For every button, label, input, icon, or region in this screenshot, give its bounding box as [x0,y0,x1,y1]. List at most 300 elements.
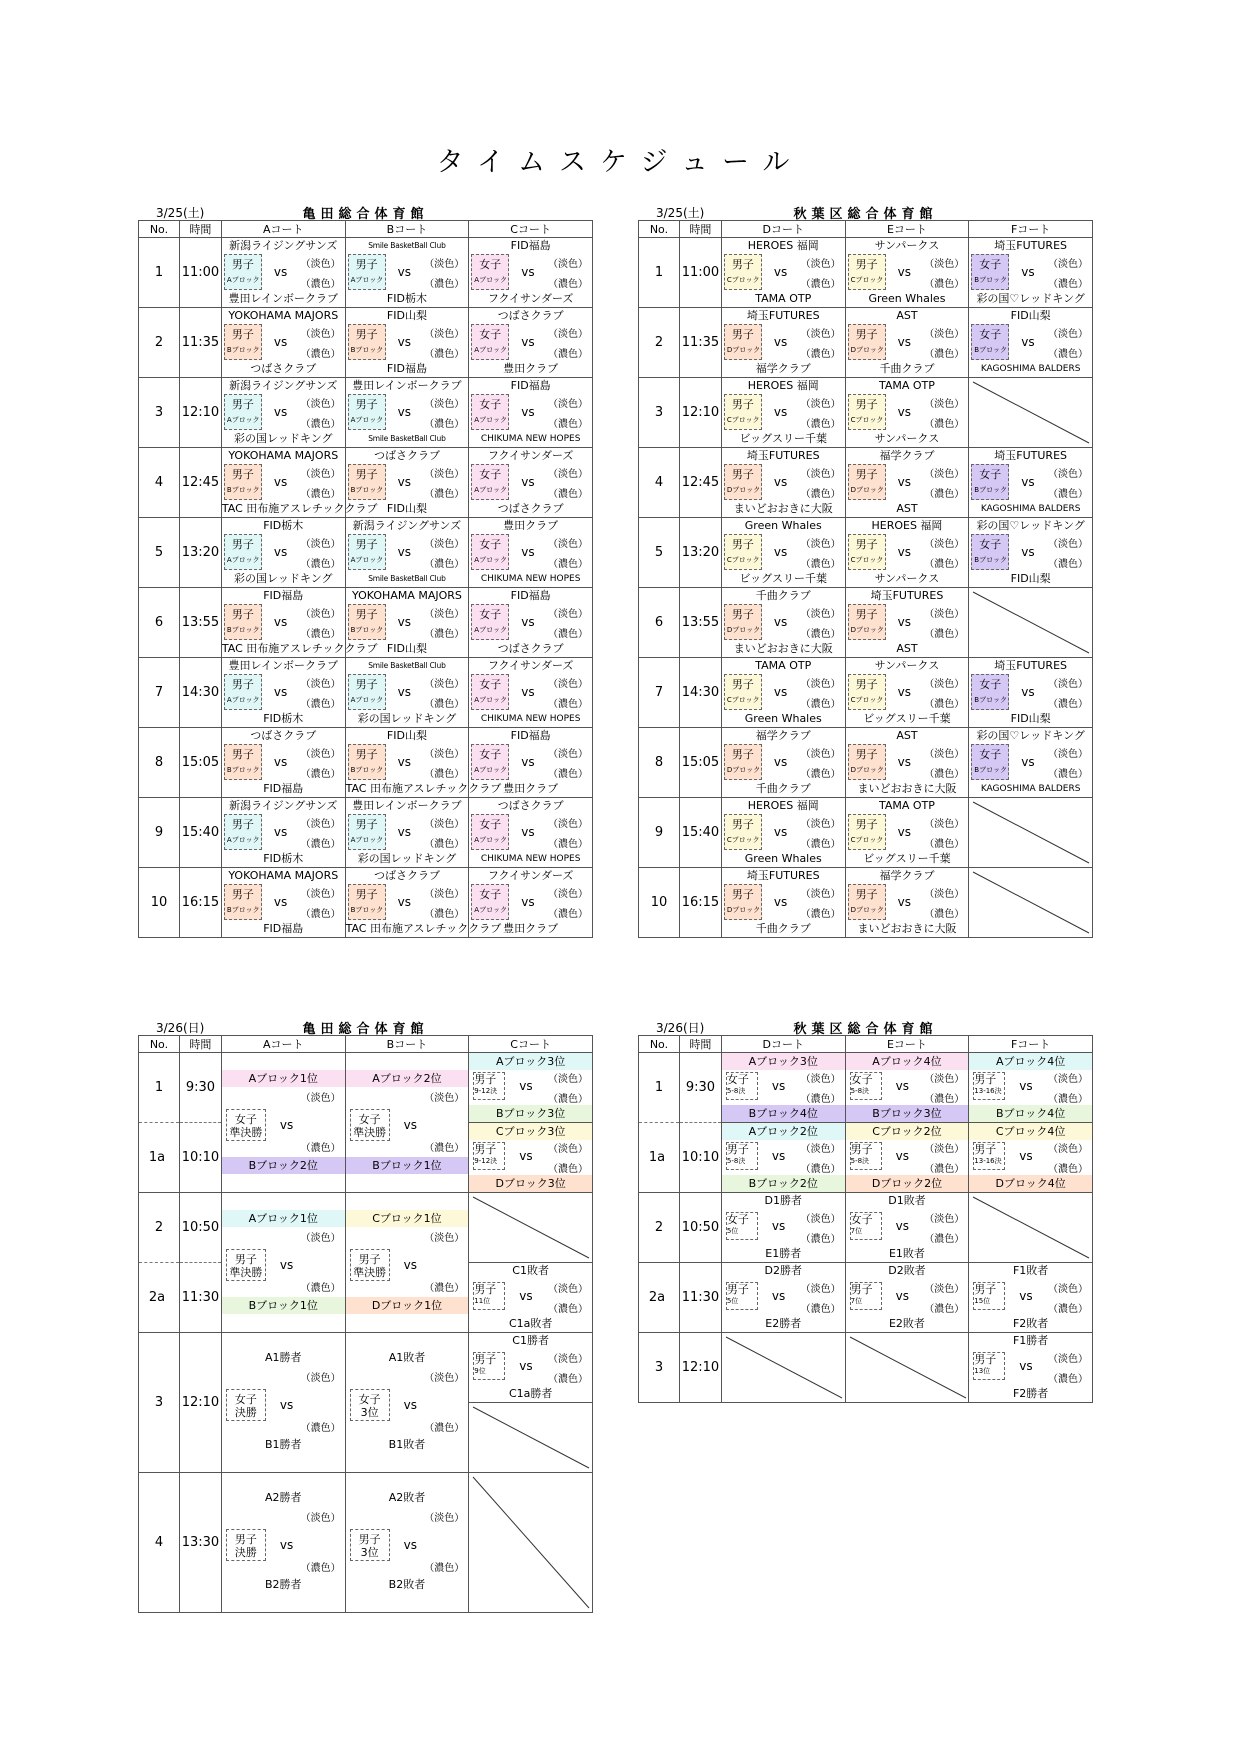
category-box [726,1142,758,1170]
category-label: 女子 [358,1113,381,1126]
vs-label: vs [897,615,911,629]
team-light: FID福島 [510,729,551,742]
match-time: 10:10 [179,1123,221,1193]
category-box [224,814,262,850]
category-box [471,254,509,290]
team-dark: 彩の国レッドキング [233,572,333,585]
dark-color-label: （濃色） [300,559,341,570]
match-cell [346,658,469,727]
dark-color-label: （濃色） [548,909,588,920]
dark-color-label: （濃色） [548,699,588,710]
team-dark: TAC 田布施アスレチッククラブ [345,782,502,795]
team-light: 新潟ライジングサンズ [229,239,338,252]
match-no: 8 [139,728,180,798]
block-label: Aブロック [474,906,507,914]
category-box [348,814,386,850]
light-color-label: （淡色） [300,1513,341,1524]
category-box [726,1072,758,1100]
dark-color-label: （濃色） [548,349,588,360]
category-box [848,394,886,430]
match-cell [346,798,469,867]
seed-label: Bブロック3位 [846,1105,969,1122]
team-dark: ビッグスリー千葉 [863,852,951,865]
light-color-label: （淡色） [924,609,965,620]
category-box [724,534,762,570]
category-box [471,604,509,640]
match-no: 9 [139,798,180,868]
match-no: 1a [639,1123,680,1193]
match-cell [346,1473,469,1612]
team-dark: 彩の国レッドキング [357,712,457,725]
block-label: Cブロック [726,836,760,844]
team-light: TAMA OTP [878,379,935,392]
vs-label: vs [773,335,788,349]
category-box [226,1529,266,1561]
match-cell [222,1473,345,1612]
match-cell [346,1053,469,1192]
block-label: Aブロック [350,556,384,564]
vs-label: vs [521,685,535,699]
light-color-label: （淡色） [424,399,465,410]
match-no: 1 [139,1053,180,1123]
table-row [639,518,1093,588]
table-row [639,658,1093,728]
block-label: Aブロック [226,836,260,844]
team-ref: C1敗者 [512,1264,549,1277]
match-cell [969,238,1092,307]
col-no: No. [639,221,680,238]
match-cell [846,1123,969,1192]
block-label: Cブロック [726,696,760,704]
dark-color-label: （濃色） [924,839,965,850]
match-time: 12:10 [679,378,721,448]
vs-label: vs [773,755,788,769]
col-time: 時間 [179,221,221,238]
category-box [724,674,762,710]
match-time: 11:35 [179,308,221,378]
dark-color-label: （濃色） [300,839,341,850]
block-label: Cブロック [850,696,884,704]
category-label: 女子 [979,678,1002,691]
category-label: 男子 [355,538,378,551]
match-cell [346,1193,469,1332]
col-time: 時間 [679,221,721,238]
stage-label: 13-16決 [974,1087,1002,1095]
team-light: 彩の国♡レッドキング [976,729,1085,742]
light-color-label: （淡色） [300,329,341,340]
team-dark: TAC 田布施アスレチッククラブ [221,642,378,655]
seed-label: Cブロック4位 [969,1123,1092,1140]
match-cell [969,448,1092,517]
team-dark: 豊田クラブ [503,362,559,375]
light-color-label: （淡色） [800,749,841,760]
dark-color-label: （濃色） [300,769,341,780]
seed-label: Bブロック2位 [222,1157,345,1174]
match-cell [846,658,969,727]
col-no: No. [139,221,180,238]
match-cell [846,378,969,447]
vs-label: vs [1019,1359,1033,1373]
light-color-label: （淡色） [300,399,341,410]
category-box [724,394,762,430]
light-color-label: （淡色） [924,1214,965,1225]
category-label: 男子 [474,1143,497,1156]
team-light: サンパークス [874,239,940,252]
category-box [971,744,1009,780]
dark-color-label: （濃色） [424,839,465,850]
light-color-label: （淡色） [300,889,341,900]
vs-label: vs [521,265,535,279]
match-cell [346,308,469,377]
team-light: Smile BasketBall Club [368,661,446,670]
light-color-label: （淡色） [300,819,341,830]
block-label: Aブロック [350,416,384,424]
vs-label: vs [895,1219,909,1233]
dark-color-label: （濃色） [1048,279,1088,290]
light-color-label: （淡色） [924,1284,965,1295]
table-row [639,448,1093,518]
team-dark: 彩の国♡レッドキング [976,292,1085,305]
block-label: Aブロック [226,556,260,564]
dark-color-label: （濃色） [548,1164,588,1175]
light-color-label: （淡色） [548,539,588,550]
vs-label: vs [403,1398,417,1412]
team-dark: 千曲クラブ [755,922,811,935]
match-time: 15:05 [679,728,721,798]
match-cell [469,588,592,657]
vs-label: vs [773,895,788,909]
venue-name: 亀田総合体育館 [302,207,429,222]
match-no: 2 [139,308,180,378]
match-cell [846,448,969,517]
dark-color-label: （濃色） [300,1563,341,1574]
category-box [973,1352,1005,1380]
category-label: 女子 [979,748,1002,761]
category-label: 女子 [850,1073,873,1086]
match-cell [346,378,469,447]
dark-color-label: （濃色） [800,559,841,570]
seed-label: Bブロック4位 [969,1105,1092,1122]
category-box [224,254,262,290]
team-light: FID栃木 [263,519,304,532]
light-color-label: （淡色） [800,259,841,270]
category-box [971,464,1009,500]
dark-color-label: （濃色） [424,419,465,430]
category-box [473,1352,505,1380]
category-label: 女子 [726,1073,749,1086]
team-dark: TAC 田布施アスレチッククラブ [345,922,502,935]
category-label: 男子 [355,258,378,271]
table-row [139,588,593,658]
light-color-label: （淡色） [800,1144,841,1155]
dark-color-label: （濃色） [924,629,965,640]
match-cell [222,378,345,447]
category-label: 女子 [479,608,502,621]
empty-slot-slash [969,588,1093,657]
match-no: 7 [139,658,180,728]
match-cell [222,308,345,377]
team-dark: 彩の国レッドキング [233,432,333,445]
venue-name: 秋葉区総合体育館 [793,207,938,222]
seed-label: Bブロック3位 [469,1105,592,1122]
dark-color-label: （濃色） [424,1283,465,1294]
team-dark: TAMA OTP [755,292,812,305]
team-light: つばさクラブ [373,869,440,882]
team-dark: 千曲クラブ [755,782,811,795]
team-light: YOKOHAMA MAJORS [228,449,339,462]
vs-label: vs [771,1219,786,1233]
match-time: 12:45 [179,448,221,518]
dark-color-label: （濃色） [424,699,465,710]
light-color-label: （淡色） [548,1144,588,1155]
team-dark: 福学クラブ [755,362,811,375]
match-cell [846,518,969,587]
match-cell [469,868,592,937]
col-court: Fコート [969,1036,1093,1053]
stage-label: 決勝 [234,1406,257,1419]
col-court: Eコート [845,221,969,238]
dark-color-label: （濃色） [300,489,341,500]
category-box [973,1142,1005,1170]
dark-color-label: （濃色） [548,489,588,500]
vs-label: vs [773,825,788,839]
category-box [724,254,762,290]
team-light: 埼玉FUTURES [994,449,1068,462]
vs-label: vs [897,265,911,279]
category-label: 男子 [855,468,878,481]
category-label: 男子 [355,818,378,831]
stage-label: 準決勝 [229,1126,263,1139]
team-dark: AST [896,502,918,515]
team-ref: B1勝者 [264,1438,302,1451]
team-light: AST [896,729,918,742]
match-cell [222,658,345,727]
match-cell [346,518,469,587]
table-row [639,378,1093,448]
table-row [139,308,593,378]
category-box [350,1249,390,1281]
seed-label: Dブロック2位 [846,1175,969,1192]
category-label: 男子 [974,1143,997,1156]
team-dark: Green Whales [744,852,822,865]
dark-color-label: （濃色） [924,279,965,290]
light-color-label: （淡色） [1048,1284,1088,1295]
seed-label: Cブロック3位 [469,1123,592,1140]
team-dark: フクイサンダーズ [487,292,574,305]
category-label: 男子 [731,678,754,691]
category-label: 男子 [231,468,254,481]
category-label: 男子 [974,1283,997,1296]
dark-color-label: （濃色） [424,1423,465,1434]
dark-color-label: （濃色） [800,839,841,850]
category-box [850,1212,882,1240]
category-box [724,324,762,360]
dark-color-label: （濃色） [924,1164,965,1175]
category-box [350,1529,390,1561]
team-ref: F1敗者 [1012,1264,1049,1277]
block-label: Aブロック [474,416,507,424]
category-label: 女子 [479,258,502,271]
vs-label: vs [397,475,411,489]
category-box [348,394,386,430]
section-date: 3/26(日) [656,1021,705,1035]
category-label: 男子 [855,678,878,691]
category-label: 男子 [355,608,378,621]
category-label: 男子 [474,1353,497,1366]
dark-color-label: （濃色） [300,279,341,290]
category-box [473,1072,505,1100]
seed-label: Dブロック4位 [969,1175,1092,1192]
category-label: 男子 [731,468,754,481]
match-no: 5 [139,518,180,588]
dark-color-label: （濃色） [1048,1164,1088,1175]
dark-color-label: （濃色） [800,279,841,290]
page-title: タイムスケジュール [436,147,804,178]
category-box [473,1142,505,1170]
match-cell [722,658,845,727]
light-color-label: （淡色） [548,679,588,690]
table-row [139,378,593,448]
match-cell [846,1263,969,1332]
team-light: YOKOHAMA MAJORS [352,589,462,602]
vs-label: vs [521,405,535,419]
block-label: Cブロック [850,416,884,424]
team-ref: D1勝者 [764,1194,802,1207]
block-label: Aブロック [350,836,384,844]
match-time: 10:50 [679,1193,721,1263]
light-color-label: （淡色） [1048,1354,1088,1365]
category-box [224,674,262,710]
dark-color-label: （濃色） [924,419,965,430]
dark-color-label: （濃色） [424,279,465,290]
vs-label: vs [273,335,288,349]
category-box [350,1389,390,1421]
match-cell [346,448,469,517]
vs-label: vs [397,825,411,839]
seed-label: Aブロック1位 [222,1070,345,1087]
stage-label: 決勝 [234,1546,257,1559]
dark-color-label: （濃色） [924,489,965,500]
team-dark: 千曲クラブ [879,362,935,375]
category-label: 男子 [731,538,754,551]
vs-label: vs [1021,475,1035,489]
block-label: Bブロック [226,626,260,634]
seed-label: Aブロック2位 [722,1123,845,1140]
team-light: 埼玉FUTURES [746,869,820,882]
vs-label: vs [521,615,535,629]
match-time: 16:15 [679,868,721,938]
light-color-label: （淡色） [1048,1074,1088,1085]
dark-color-label: （濃色） [300,419,341,430]
match-cell [222,1193,345,1332]
light-color-label: （淡色） [800,399,841,410]
seed-label: Aブロック3位 [722,1053,845,1070]
match-cell [722,378,845,447]
light-color-label: （淡色） [1048,329,1088,340]
match-cell [846,1193,969,1262]
category-label: 男子 [474,1073,497,1086]
vs-label: vs [519,1359,533,1373]
vs-label: vs [1019,1149,1033,1163]
team-dark: Smile BasketBall Club [368,574,446,583]
light-color-label: （淡色） [300,749,341,760]
col-court: Bコート [345,221,469,238]
light-color-label: （淡色） [924,749,965,760]
match-cell [469,378,592,447]
team-light: YOKOHAMA MAJORS [228,309,339,322]
team-ref: C1a敗者 [508,1317,553,1330]
category-box [348,884,386,920]
section-date: 3/25(土) [156,206,205,220]
seed-label: Aブロック1位 [222,1210,345,1227]
team-light: 福学クラブ [755,729,811,742]
match-cell [722,238,845,307]
category-box [848,464,886,500]
match-no: 9 [639,798,680,868]
category-box [226,1249,266,1281]
day2-section [138,1015,593,1613]
category-label: 男子 [358,1533,381,1546]
category-label: 男子 [726,1143,749,1156]
block-label: Bブロック [350,766,384,774]
light-color-label: （淡色） [424,1513,465,1524]
section-date: 3/25(土) [656,206,705,220]
table-row [639,1193,1093,1263]
vs-label: vs [1021,685,1035,699]
vs-label: vs [279,1398,294,1412]
col-no: No. [139,1036,180,1053]
category-box [224,324,262,360]
category-box [971,534,1009,570]
table-row [639,868,1093,938]
category-box [848,674,886,710]
team-ref: F2勝者 [1012,1387,1049,1400]
vs-label: vs [279,1258,294,1272]
table-row [639,798,1093,868]
empty-slot-slash [469,1193,593,1262]
vs-label: vs [403,1118,417,1132]
col-time: 時間 [679,1036,721,1053]
category-label: 男子 [231,398,254,411]
team-light: FID山梨 [386,729,427,742]
dark-color-label: （濃色） [424,769,465,780]
category-label: 女子 [726,1213,749,1226]
dark-color-label: （濃色） [1048,1304,1088,1315]
team-light: つばさクラブ [497,799,564,812]
block-label: Cブロック [850,836,884,844]
team-ref: B2敗者 [388,1578,426,1591]
team-dark: CHIKUMA NEW HOPES [480,714,581,724]
light-color-label: （淡色） [300,1093,341,1104]
team-ref: E2勝者 [765,1317,802,1330]
category-label: 男子 [231,608,254,621]
table-row [139,728,593,798]
table-row [639,1263,1093,1333]
team-ref: E2敗者 [888,1317,925,1330]
team-dark: FID福島 [263,782,304,795]
match-no: 3 [139,378,180,448]
team-light: TAMA OTP [878,799,935,812]
stage-label: 5-8決 [726,1087,746,1095]
team-light: 新潟ライジングサンズ [229,379,338,392]
team-ref: F1勝者 [1012,1334,1049,1347]
category-box [224,394,262,430]
team-light: Smile BasketBall Club [368,241,446,250]
block-label: Aブロック [474,486,507,494]
match-time: 15:40 [679,798,721,868]
match-cell [469,308,592,377]
team-dark: Green Whales [744,712,822,725]
